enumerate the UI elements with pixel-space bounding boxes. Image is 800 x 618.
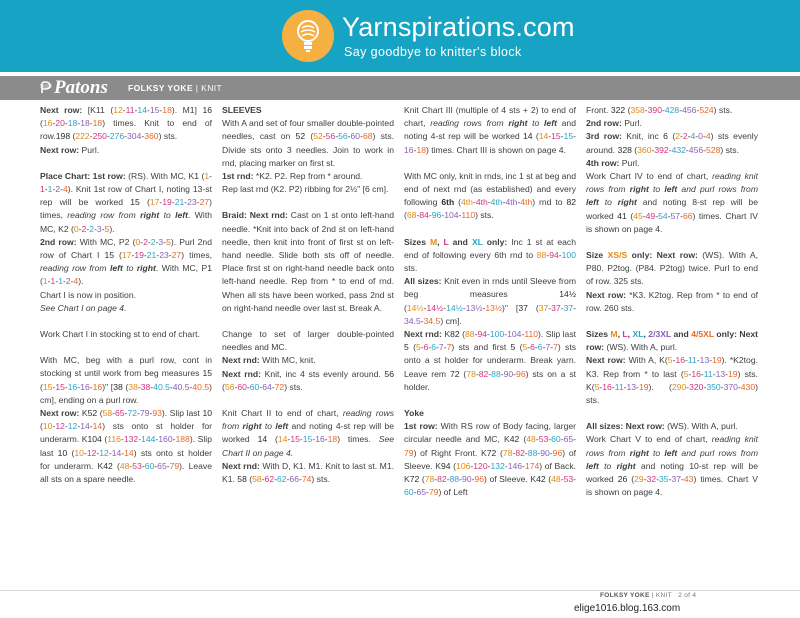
paragraph: Next row: [K11 (12-11-14-15-18). M1] 16 (16-20-18-18-18) times. Knit to end of row.198 (222-250-276-304-360) sts. Next row: Purl. [40,105,212,155]
paragraph: Braid: Next rnd: Cast on 1 st onto left-hand needle. *Knit into back of 2nd st on left-hand needle, then knit into front of first st on left-hand needle. Slide both sts off of needle. Place first st on right-hand needle back onto left-hand needle. Rep from * to end of rnd. When all sts have been worked, pass 2nd st on right-hand needle over last st. Break A. [222,210,394,313]
paragraph: Knit Chart II to end of chart, reading rows from right to left and noting 4-st rep will be worked 14 (14-15-15-16-18) times. See Chart II on page 4. Next rnd: With D, K1. M1. Knit to last st. M1. K1. 58 (58-62-62-66-74) sts. [222,408,395,485]
pattern-header-bar [0,76,800,100]
column-1 [40,104,212,499]
pattern-name: FOLKSY YOKE [128,83,194,93]
paragraph: Place Chart: 1st row: (RS). With MC, K1 (1-1-1-2-4). Knit 1st row of Chart I, noting 13-st rep will be worked 15 (17-19-21-23-27) times, reading row from right to left. With MC, K2 (0-2-2-3-5). 2nd row: With MC, P2 (0-2-2-3-5). Purl 2nd row of Chart I 15 (17-19-21-23-27) times, reading row from left to right. With MC, P1 (1-1-1-2-4). Chart I is now in position. See Chart I on page 4. [40,170,213,313]
paragraph: All sizes: Next row: (WS). With A, purl. Work Chart V to end of chart, reading knit rows from right to left and purl rows from left to right and noting 10-st rep will be worked 26 (29-32-35-37-43) times. Chart V is shown on page 4. [586,421,759,498]
page-number: 2 of 4 [678,592,697,599]
column-4 [586,104,758,512]
footer-craft: KNIT [655,592,672,599]
yarn-ball-lightbulb-icon[interactable] [282,10,334,62]
site-tagline: Say goodbye to knitter's block [344,45,522,59]
paragraph: Knit Chart III (multiple of 4 sts + 2) to end of chart, reading rows from right to left and noting 4-st rep will be worked 14 (14-15-15-16-18) times. Chart III is shown on page 4. [404,105,577,155]
paragraph: Change to set of larger double-pointed needles and MC. Next rnd: With MC, knit. Next rnd: Knit, inc 4 sts evenly around. 56 (56-60-60-64-72) sts. [222,329,394,392]
blog-watermark: elige1016.blog.163.com [574,603,681,614]
footer-pattern-name: FOLKSY YOKE [600,592,650,599]
paragraph: Front. 322 (358-390-428-456-524) sts. 2nd row: Purl. 3rd row: Knit, inc 6 (2-2-4-0-4) sts evenly around. 328 (360-392-432-456-528) sts. 4th row: Purl. Work Chart IV to end of chart, reading knit rows from right to left and purl rows from left to right and noting 8-st rep will be worked 41 (45-49-54-57-66) times. Chart IV is shown on page 4. [586,105,759,234]
paragraph: SLEEVES With A and set of four smaller double-pointed needles, cast on 52 (52-56-56-60-68) sts. Divide sts onto 3 needles. Join to work in rnd, placing marker on first st. 1st rnd: *K2. P2. Rep from * around. Rep last rnd (K2. P2) ribbing for 2½" [6 cm]. [222,105,395,195]
column-2 [222,104,394,499]
paragraph: Work Chart I in stocking st to end of chart. [40,329,200,340]
site-name[interactable]: Yarnspirations.com [342,12,575,42]
title-separator: | [193,83,202,93]
footer-divider [0,590,800,591]
pattern-title [128,76,222,100]
instructions-columns [40,104,764,580]
column-3 [404,104,576,512]
paragraph: Sizes M, L and XL only: Inc 1 st at each end of following every 6th rnd to 88-94-100 sts. All sizes: Knit even in rnds until Sleeve from beg measures 14½ (14½-14½-14½-13½-13½)" [37 (37-37-37-34.5-34.5) cm]. Next rnd: K82 (88-94-100-104-110). Slip last 5 (5-6-6-7-7) sts and first 5 (5-6-6-7-7) sts onto a st holder for underarm. Break yarn. Leave rem 72 (78-82-88-90-96) sts on a st holder. [404,236,577,392]
footer-separator: | [649,592,656,599]
paragraph: With MC, beg with a purl row, cont in stocking st until work from beg measures 15 (15-15-16-16-16)" [38 (38-38-40.5-40.5-40.5) cm], ending on a purl row. Next row: K52 (58-65-72-79-93). Slip last 10 (10-12-12-14-14) sts onto st holder for underarm. K104 (116-132-144-160-188). Slip last 10 (10-12-12-14-14) sts onto st holder for underarm. K42 (48-53-60-65-79). Leave all sts on a spare needle. [40,355,213,485]
brand-name: Patons [54,77,108,98]
craft-type: KNIT [201,83,223,93]
paragraph: Size XS/S only: Next row: (WS). With A, P80. P2tog. (P84. P2tog) twice. Purl to end of row. 325 sts. Next row: *K3. K2tog. Rep from * to end of row. 260 sts. [586,250,758,313]
page-footer [600,592,696,599]
paragraph: Sizes M, L, XL, 2/3XL and 4/5XL only: Next row: (WS). With A, purl. Next row: With A, K(5-16-11-13-19). *K2tog. K3. Rep from * to last (5-16-11-13-19) sts. K(5-16-11-13-19). (290-320-350-370-430) sts. [586,329,759,406]
patons-swirl-icon [40,81,52,95]
paragraph: With MC only, knit in rnds, inc 1 st at beg and end of next rnd (as established) and every following 6th (4th-4th-4th-4th-4th) rnd to 82 (68-84-96-104-110) sts. [404,170,576,221]
paragraph: Yoke 1st row: With RS row of Body facing, larger circular needle and MC, K42 (48-53-60-65-79) of Right Front. K72 (78-82-88-90-96) of Sleeve. K94 (106-120-132-146-174) of Back. K72 (78-82-88-90-96) of Sleeve. K42 (48-53-60-65-79) of Left [404,408,577,498]
patons-logo [40,76,108,100]
yarnspirations-banner [0,0,800,72]
